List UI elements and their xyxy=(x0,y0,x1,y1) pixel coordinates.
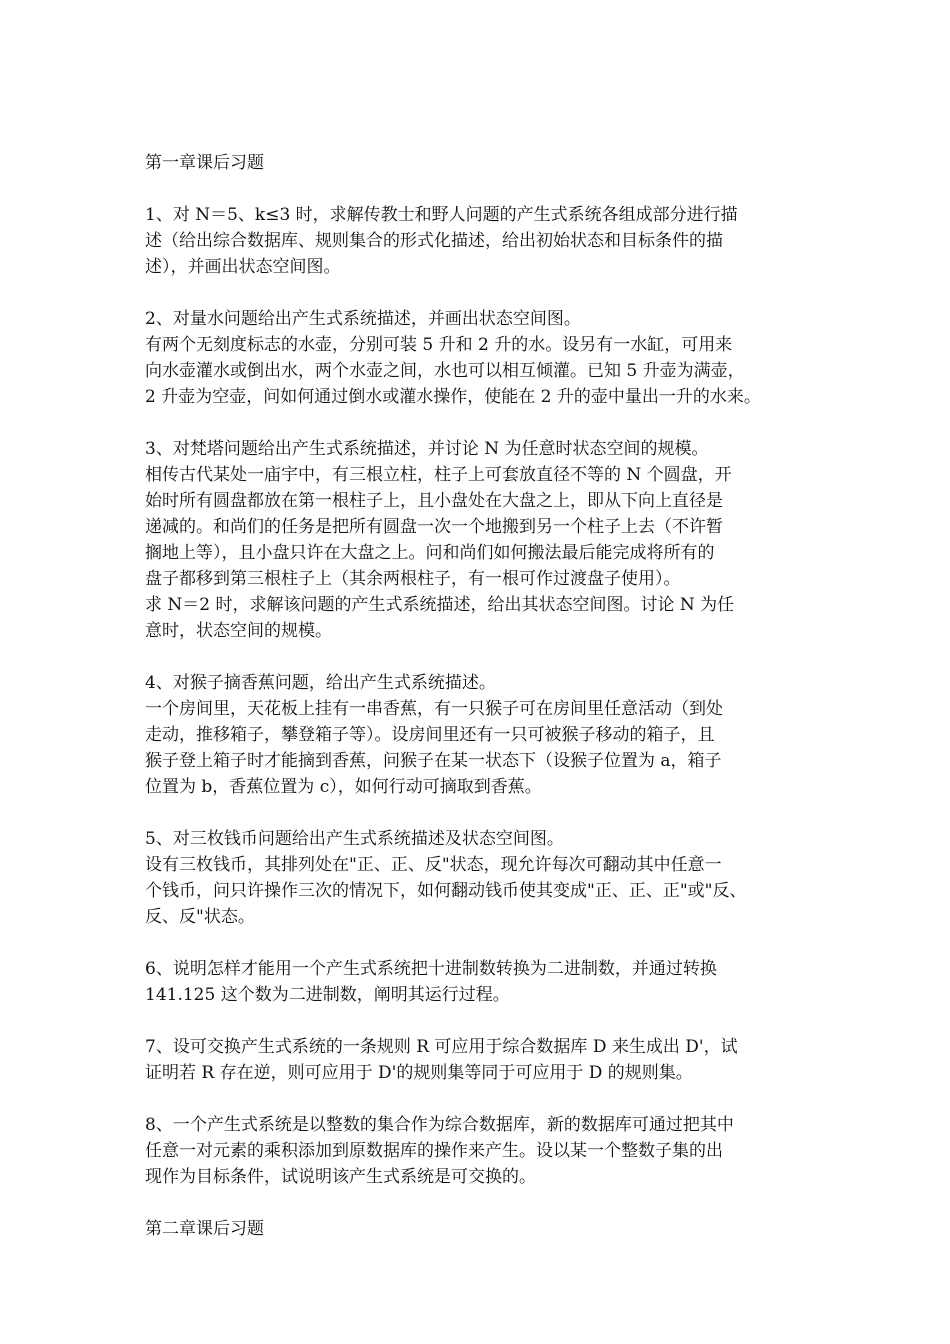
problem-3-line: 递减的。和尚们的任务是把所有圆盘一次一个地搬到另一个柱子上去（不许暂 xyxy=(145,517,723,537)
problem-3-line: 始时所有圆盘都放在第一根柱子上，且小盘处在大盘之上，即从下向上直径是 xyxy=(145,491,723,511)
problem-7 xyxy=(145,1034,815,1086)
problem-5 xyxy=(145,826,815,930)
problem-3 xyxy=(145,436,815,644)
problem-6-line: 6、说明怎样才能用一个产生式系统把十进制数转换为二进制数，并通过转换 xyxy=(145,959,717,979)
document-body xyxy=(145,150,815,1242)
problem-4-line: 走动，推移箱子，攀登箱子等）。设房间里还有一只可被猴子移动的箱子，且 xyxy=(145,725,715,745)
problem-5-line: 设有三枚钱币，其排列处在"正、正、反"状态，现允许每次可翻动其中任意一 xyxy=(145,855,722,875)
problem-4-line: 猴子登上箱子时才能摘到香蕉，问猴子在某一状态下（设猴子位置为 a，箱子 xyxy=(145,751,722,771)
problem-1-line: 述），并画出状态空间图。 xyxy=(145,257,341,277)
problem-4-line: 一个房间里，天花板上挂有一串香蕉，有一只猴子可在房间里任意活动（到处 xyxy=(145,699,723,719)
chapter-2-title: 第二章课后习题 xyxy=(145,1219,264,1239)
problem-8-line: 任意一对元素的乘积添加到原数据库的操作来产生。设以某一个整数子集的出 xyxy=(145,1141,723,1161)
problem-3-line: 意时，状态空间的规模。 xyxy=(145,621,332,641)
problem-7-line: 7、设可交换产生式系统的一条规则 R 可应用于综合数据库 D 来生成出 D'，试 xyxy=(145,1037,738,1057)
problem-7-line: 证明若 R 存在逆，则可应用于 D'的规则集等同于可应用于 D 的规则集。 xyxy=(145,1063,693,1083)
problem-5-line: 5、对三枚钱币问题给出产生式系统描述及状态空间图。 xyxy=(145,829,564,849)
problem-3-line: 盘子都移到第三根柱子上（其余两根柱子，有一根可作过渡盘子使用）。 xyxy=(145,569,681,589)
problem-4-line: 4、对猴子摘香蕉问题，给出产生式系统描述。 xyxy=(145,673,496,693)
problem-4 xyxy=(145,670,815,800)
chapter-1-title: 第一章课后习题 xyxy=(145,153,264,173)
problem-3-line: 求 N＝2 时，求解该问题的产生式系统描述，给出其状态空间图。讨论 N 为任 xyxy=(145,595,735,615)
problem-2-line: 向水壶灌水或倒出水，两个水壶之间，水也可以相互倾灌。已知 5 升壶为满壶， xyxy=(145,361,745,381)
problem-8-line: 8、一个产生式系统是以整数的集合作为综合数据库，新的数据库可通过把其中 xyxy=(145,1115,734,1135)
problem-3-line: 3、对梵塔问题给出产生式系统描述，并讨论 N 为任意时状态空间的规模。 xyxy=(145,439,709,459)
problem-2 xyxy=(145,306,815,410)
problem-6-line: 141.125 这个数为二进制数，阐明其运行过程。 xyxy=(145,985,510,1005)
problem-3-line: 相传古代某处一庙宇中，有三根立柱，柱子上可套放直径不等的 N 个圆盘，开 xyxy=(145,465,732,485)
problem-2-line: 2 升壶为空壶，问如何通过倒水或灌水操作，使能在 2 升的壶中量出一升的水来。 xyxy=(145,387,761,407)
problem-4-line: 位置为 b，香蕉位置为 c），如何行动可摘取到香蕉。 xyxy=(145,777,542,797)
problem-1 xyxy=(145,202,815,280)
problem-6 xyxy=(145,956,815,1008)
problem-8 xyxy=(145,1112,815,1190)
problem-5-line: 反、反"状态。 xyxy=(145,907,255,927)
problem-2-line: 2、对量水问题给出产生式系统描述，并画出状态空间图。 xyxy=(145,309,581,329)
problem-3-line: 搁地上等），且小盘只许在大盘之上。问和尚们如何搬法最后能完成将所有的 xyxy=(145,543,715,563)
problem-8-line: 现作为目标条件，试说明该产生式系统是可交换的。 xyxy=(145,1167,536,1187)
problem-1-line: 述（给出综合数据库、规则集合的形式化描述，给出初始状态和目标条件的描 xyxy=(145,231,723,251)
problem-2-line: 有两个无刻度标志的水壶，分别可装 5 升和 2 升的水。设另有一水缸，可用来 xyxy=(145,335,733,355)
problem-1-line: 1、对 N＝5、k≤3 时，求解传教士和野人问题的产生式系统各组成部分进行描 xyxy=(145,205,738,225)
problem-5-line: 个钱币，问只许操作三次的情况下，如何翻动钱币使其变成"正、正、正"或"反、 xyxy=(145,881,747,901)
